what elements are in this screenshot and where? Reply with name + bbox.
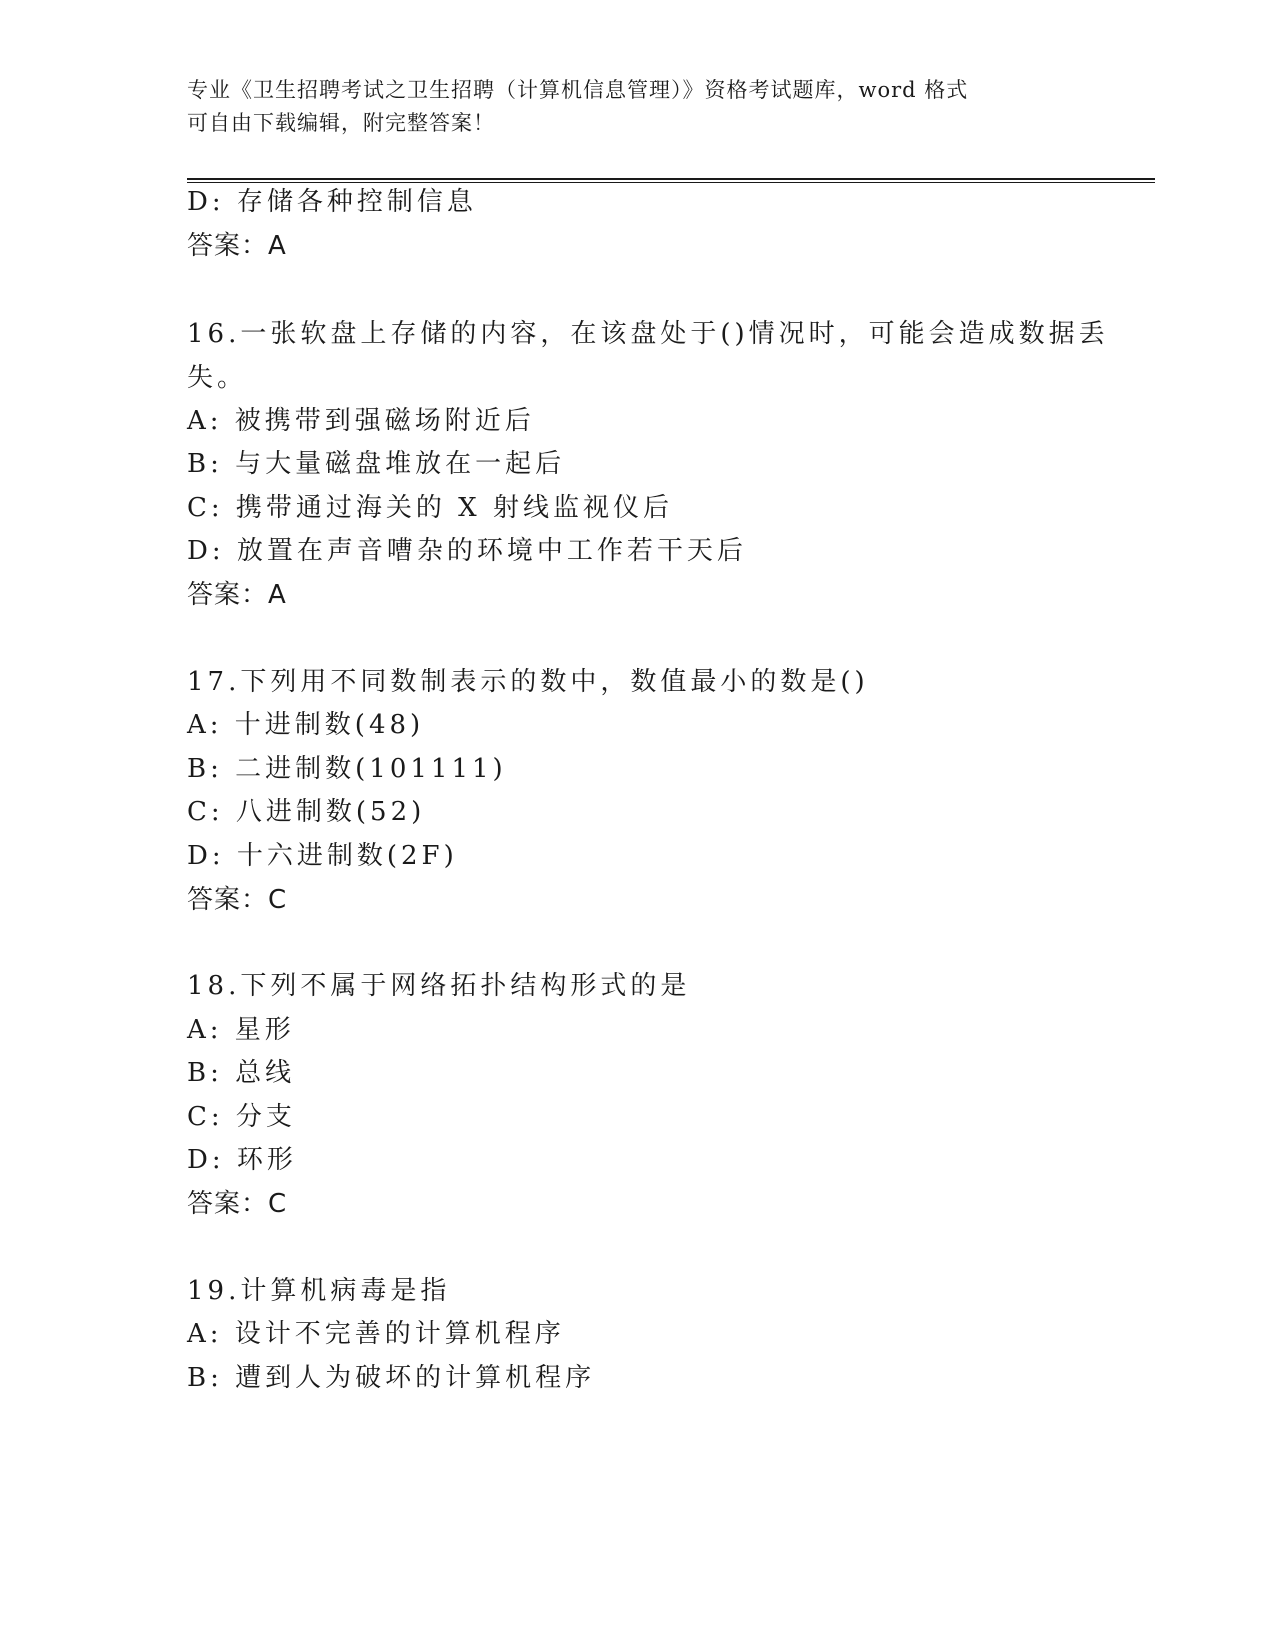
q19-option-b: B: 遭到人为破坏的计算机程序 bbox=[187, 1363, 596, 1393]
q17-answer: 答案：C bbox=[187, 885, 288, 915]
q17-option-c: C: 八进制数(52) bbox=[187, 797, 426, 827]
q16-option-b: B: 与大量磁盘堆放在一起后 bbox=[187, 449, 566, 479]
q17-option-a: A: 十进制数(48) bbox=[187, 710, 425, 740]
q17-option-d: D: 十六进制数(2F) bbox=[187, 841, 458, 871]
q18-option-d: D: 环形 bbox=[187, 1145, 297, 1175]
q18-stem: 18.下列不属于网络拓扑结构形式的是 bbox=[187, 971, 691, 1001]
q18-option-a: A: 星形 bbox=[187, 1015, 295, 1045]
q17-stem: 17.下列用不同数制表示的数中，数值最小的数是() bbox=[187, 667, 869, 697]
q16-option-a: A: 被携带到强磁场附近后 bbox=[187, 406, 535, 436]
q15-option-d: D: 存储各种控制信息 bbox=[187, 187, 477, 217]
header-line-2: 可自由下载编辑，附完整答案！ bbox=[187, 111, 495, 135]
q19-option-a: A: 设计不完善的计算机程序 bbox=[187, 1319, 565, 1349]
q16-stem-line-1: 16.一张软盘上存储的内容，在该盘处于()情况时，可能会造成数据丢 bbox=[187, 319, 1109, 349]
q19-stem: 19.计算机病毒是指 bbox=[187, 1276, 451, 1306]
q18-answer: 答案：C bbox=[187, 1189, 288, 1219]
q16-answer: 答案：A bbox=[187, 580, 287, 610]
header-divider bbox=[187, 178, 1155, 183]
q16-stem-line-2: 失。 bbox=[187, 363, 248, 393]
q17-option-b: B: 二进制数(101111) bbox=[187, 754, 507, 784]
q18-option-b: B: 总线 bbox=[187, 1058, 296, 1088]
q16-option-d: D: 放置在声音嘈杂的环境中工作若干天后 bbox=[187, 536, 747, 566]
q18-option-c: C: 分支 bbox=[187, 1102, 296, 1132]
document-header bbox=[187, 74, 1087, 140]
header-line-1: 专业《卫生招聘考试之卫生招聘（计算机信息管理）》资格考试题库，word 格式 bbox=[187, 78, 969, 102]
q15-answer: 答案：A bbox=[187, 231, 287, 261]
q16-option-c: C: 携带通过海关的 X 射线监视仪后 bbox=[187, 493, 673, 523]
